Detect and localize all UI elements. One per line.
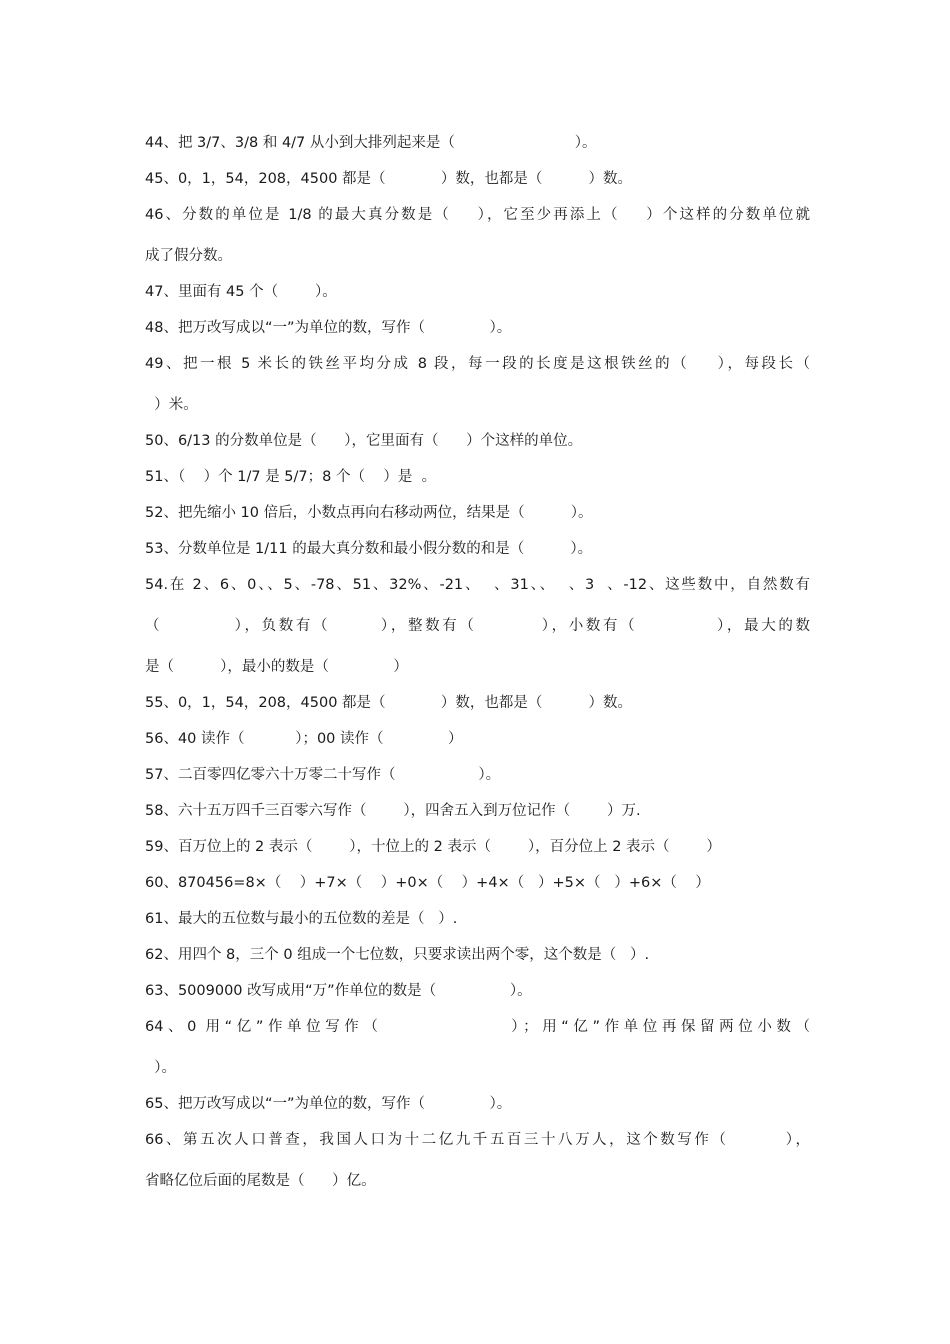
question-47: 47、里面有 45 个（ ）。: [145, 284, 337, 300]
question-66: 66、第五次人口普查，我国人口为十二亿九千五百三十八万人，这个数写作（ ），: [145, 1132, 810, 1148]
question-46-cont: 成了假分数。: [145, 248, 232, 264]
question-64: 64、0 用“亿”作单位写作（ ）；用“亿”作单位再保留两位小数（: [145, 1019, 810, 1035]
question-52: 52、把先缩小 10 倍后，小数点再向右移动两位，结果是（ ）。: [145, 505, 593, 521]
question-61: 61、最大的五位数与最小的五位数的差是（ ）.: [145, 911, 458, 927]
question-44: 44、把 3/7、3/8 和 4/7 从小到大排列起来是（ ）。: [145, 135, 597, 151]
question-65: 65、把万改写成以“一”为单位的数，写作（ ）。: [145, 1096, 512, 1112]
question-50: 50、6/13 的分数单位是（ ），它里面有（ ）个这样的单位。: [145, 433, 583, 449]
question-56: 56、40 读作（ ）；00 读作（ ）: [145, 731, 463, 747]
question-45: 45、0，1，54，208，4500 都是（ ）数，也都是（ ）数。: [145, 171, 632, 187]
question-66-cont: 省略亿位后面的尾数是（ ）亿。: [145, 1173, 376, 1189]
question-64-cont: ）。: [145, 1060, 176, 1076]
question-46: 46、分数的单位是 1/8 的最大真分数是（ ），它至少再添上（ ）个这样的分数单位就: [145, 207, 810, 223]
question-59: 59、百万位上的 2 表示（ ），十位上的 2 表示（ ），百分位上 2 表示（ ）: [145, 839, 721, 855]
question-63: 63、5009000 改写成用“万”作单位的数是（ ）。: [145, 983, 532, 999]
question-54: 54.在 2、6、0、、5、-78、51、32%、-21、 、31、、 、3 、-12、这些数中，自然数有: [145, 577, 810, 593]
question-57: 57、二百零四亿零六十万零二十写作（ ）。: [145, 767, 501, 783]
question-55: 55、0，1，54，208，4500 都是（ ）数，也都是（ ）数。: [145, 695, 632, 711]
question-51: 51、（ ）个 1/7 是 5/7；8 个（ ）是 。: [145, 469, 437, 485]
question-54-cont-2: 是（ ），最小的数是（ ）: [145, 659, 408, 675]
question-list: [145, 125, 810, 1199]
question-60: 60、870456=8×（ ）+7×（ ）+0×（ ）+4×（ ）+5×（ ）+6×（ ）: [145, 875, 710, 891]
question-49: 49、把一根 5 米长的铁丝平均分成 8 段，每一段的长度是这根铁丝的（ ），每段长（: [145, 356, 810, 372]
question-58: 58、六十五万四千三百零六写作（ ），四舍五入到万位记作（ ）万.: [145, 803, 641, 819]
question-48: 48、把万改写成以“一”为单位的数，写作（ ）。: [145, 320, 512, 336]
question-62: 62、用四个 8，三个 0 组成一个七位数，只要求读出两个零，这个数是（ ）.: [145, 947, 650, 963]
question-54-cont-1: （ ），负数有（ ），整数有（ ），小数有（ ），最大的数: [145, 618, 810, 634]
question-53: 53、分数单位是 1/11 的最大真分数和最小假分数的和是（ ）。: [145, 541, 593, 557]
question-49-cont: ）米。: [145, 397, 198, 413]
